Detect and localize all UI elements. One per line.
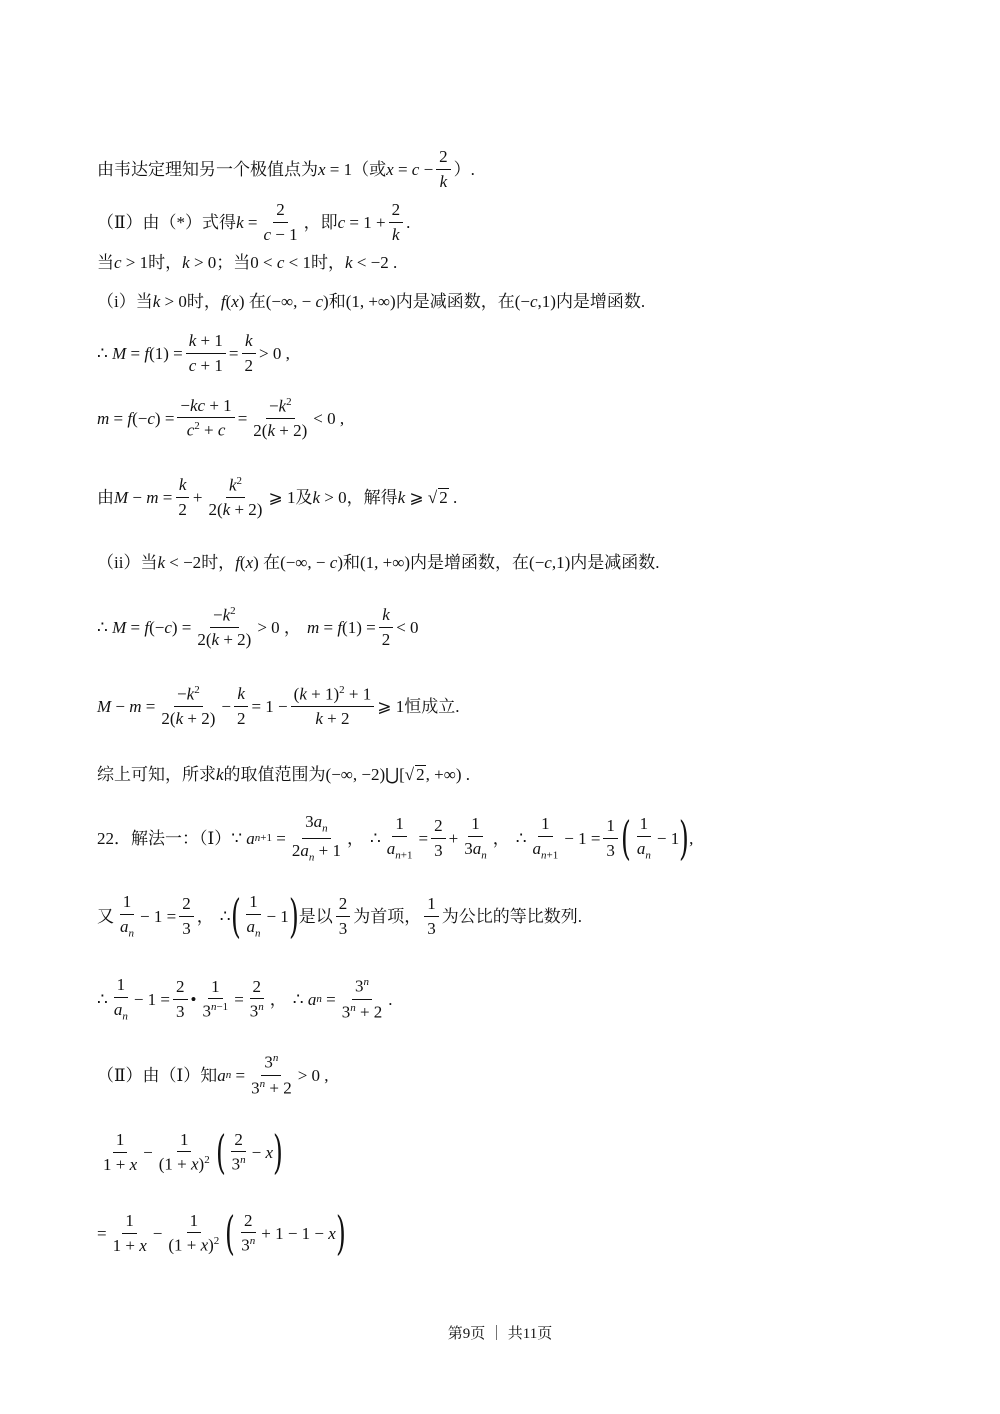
text-line: 当 c > 1 时， k > 0 ；当 0 < c < 1 时， k < −2 . bbox=[97, 252, 398, 272]
text-line: 综上可知，所求 k 的取值范围为 (−∞, −2)⋃[√ 2 , +∞) . bbox=[97, 764, 470, 784]
math-line: 22．解法一：（Ⅰ） ∵ a n+1 = $\frac{3a_n}{2a_n + 1}$ ， ∴ $\frac{1}{a_{n+1}}$ = $\frac{2}{3}$ + $\frac{1}{3a_n}$ ， ∴ $\frac{1}{a_{n+1}}$ − 1 = $\frac{1}{3}$ ( $\frac{1}{a_n}$ − 1 ) , bbox=[97, 811, 694, 865]
math-line: 又 $\frac{1}{a_n}$ − 1 = $\frac{2}{3}$ ， ∴ ( $\frac{1}{a_n}$ − 1 ) 是以 $\frac{2}{3}$ 为首项， $\frac{1}{3}$ 为公比的等比数列. bbox=[97, 889, 583, 943]
math-line: ∴ M = f (− c ) = $\frac{-k^2}{2(k + 2)}$ > 0 ， m = f (1) = $\frac{k}{2}$ < 0 bbox=[97, 604, 419, 649]
math-line: （Ⅱ）由（Ⅰ）知 a n = $\frac{3^n}{3^n + 2}$ > 0 , bbox=[97, 1052, 329, 1098]
math-line: m = f (− c ) = $\frac{-kc + 1}{c^2 + c}$ = $\frac{-k^2}{2(k + 2)}$ < 0 , bbox=[97, 395, 345, 440]
math-line: 由 M − m = $\frac{k}{2}$ + $\frac{k^2}{2(k + 2)}$ ⩾ 1 及 k > 0 ，解得 k ⩾ √ 2 . bbox=[97, 474, 458, 519]
math-line: $\frac{1}{1 + x}$ − $\frac{1}{(1 + x)^2}$ ( $\frac{2}{3^n}$ − x ) bbox=[103, 1125, 283, 1179]
math-line: M − m = $\frac{-k^2}{2(k + 2)}$ − $\frac{k}{2}$ = 1 − $\frac{(k + 1)^2 + 1}{k + 2}$ ⩾ 1 恒成立. bbox=[97, 683, 460, 728]
math-line: = $\frac{1}{1 + x}$ − $\frac{1}{(1 + x)^2}$ ( $\frac{2}{3^n}$ + 1 − 1 − x ) bbox=[97, 1206, 346, 1260]
math-line: ∴ $\frac{1}{a_n}$ − 1 = $\frac{2}{3}$ • $\frac{1}{3^{n-1}}$ = $\frac{2}{3^n}$ ， ∴ a n = $\frac{3^n}{3^n + 2}$ . bbox=[97, 975, 393, 1023]
page-footer: 第9页 ｜ 共11页 bbox=[447, 1326, 553, 1342]
text-line: （Ⅱ）由（*）式得 k = $\frac{2}{c - 1}$ ，即 c = 1 + $\frac{2}{k}$ . bbox=[97, 199, 411, 244]
text-line: （i）当 k > 0 时， f ( x ) 在 (−∞, − c ) 和 (1, +∞) 内是减函数，在 (− c ,1) 内是增函数. bbox=[97, 291, 646, 311]
text-line: （ii）当 k < −2 时， f ( x ) 在 (−∞, − c ) 和 (1, +∞) 内是增函数，在 (− c ,1) 内是减函数. bbox=[97, 552, 660, 572]
math-line: ∴ M = f (1) = $\frac{k + 1}{c + 1}$ = $\frac{k}{2}$ > 0 , bbox=[97, 330, 290, 375]
text-line: 由韦达定理知另一个极值点为 x = 1 （或 x = c − $\frac{2}{k}$ ）. bbox=[97, 146, 475, 191]
